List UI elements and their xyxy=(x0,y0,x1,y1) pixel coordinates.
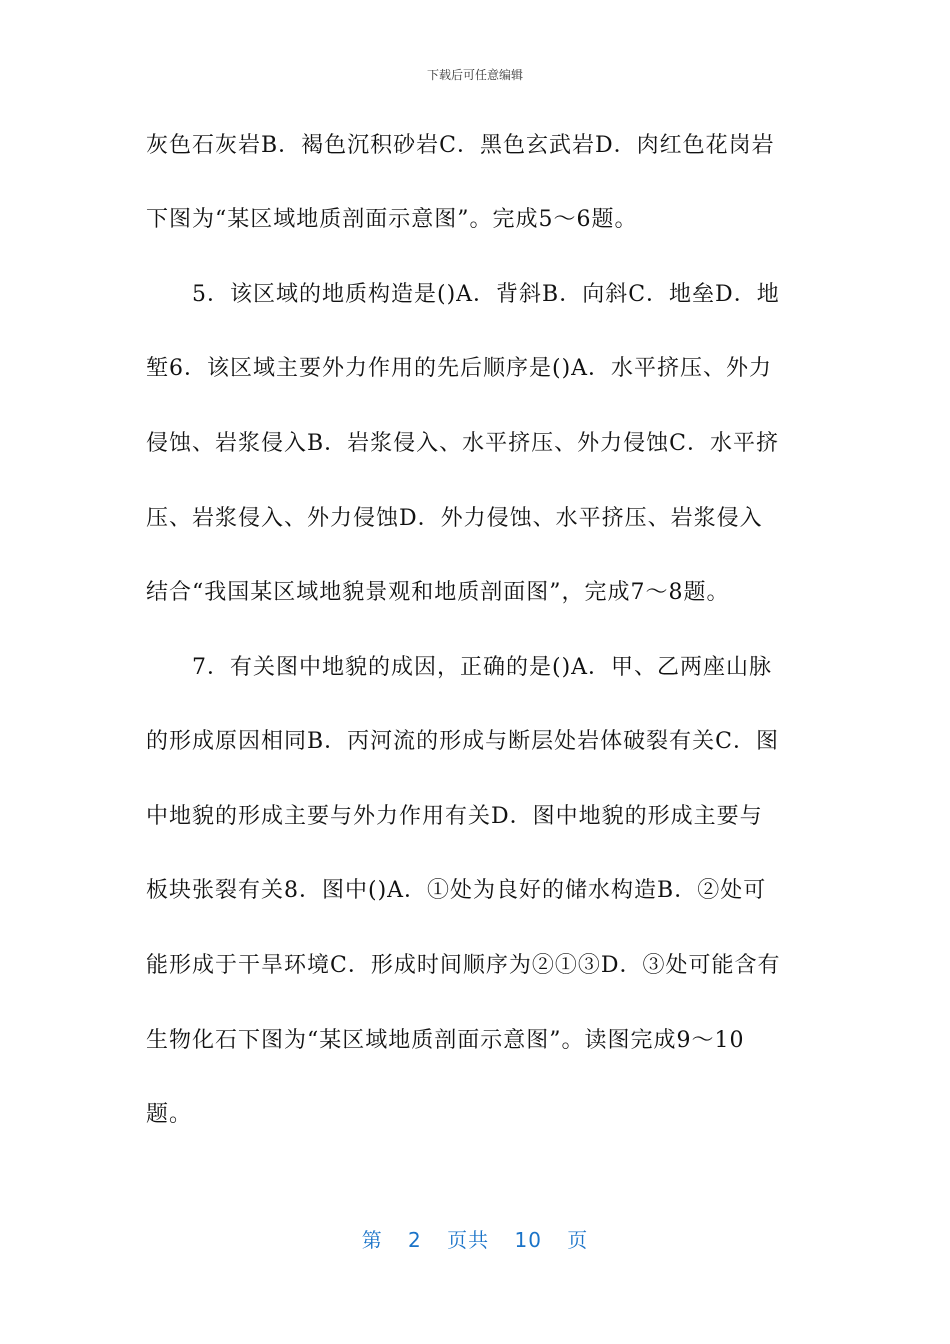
text-line-3: 5．该区域的地质构造是()A．背斜B．向斜C．地垒D．地 xyxy=(192,282,780,307)
text-line-4: 堑6．该区域主要外力作用的先后顺序是()A．水平挤压、外力 xyxy=(146,356,773,381)
text-line-11: 板块张裂有关8．图中()A．①处为良好的储水构造B．②处可 xyxy=(146,878,767,903)
text-line-13: 生物化石下图为“某区域地质剖面示意图”。读图完成9～10 xyxy=(146,1028,745,1053)
text-line-10: 中地貌的形成主要与外力作用有关D．图中地貌的形成主要与 xyxy=(146,804,763,829)
text-line-2: 下图为“某区域地质剖面示意图”。完成5～6题。 xyxy=(146,207,638,232)
text-line-5: 侵蚀、岩浆侵入B．岩浆侵入、水平挤压、外力侵蚀C．水平挤 xyxy=(146,431,780,456)
text-line-8: 7．有关图中地貌的成因，正确的是()A．甲、乙两座山脉 xyxy=(192,655,773,680)
text-line-14: 题。 xyxy=(146,1102,193,1127)
text-line-7: 结合“我国某区域地貌景观和地质剖面图”，完成7～8题。 xyxy=(146,580,730,605)
text-line-9: 的形成原因相同B．丙河流的形成与断层处岩体破裂有关C．图 xyxy=(146,729,780,754)
header-note: 下载后可任意编辑 xyxy=(426,68,523,82)
text-line-6: 压、岩浆侵入、外力侵蚀D．外力侵蚀、水平挤压、岩浆侵入 xyxy=(146,506,763,531)
page-number: 第 2 页共 10 页 xyxy=(361,1228,589,1252)
text-line-1: 灰色石灰岩B．褐色沉积砂岩C．黑色玄武岩D．肉红色花岗岩 xyxy=(146,133,775,158)
text-line-12: 能形成于干旱环境C．形成时间顺序为②①③D．③处可能含有 xyxy=(146,953,781,978)
